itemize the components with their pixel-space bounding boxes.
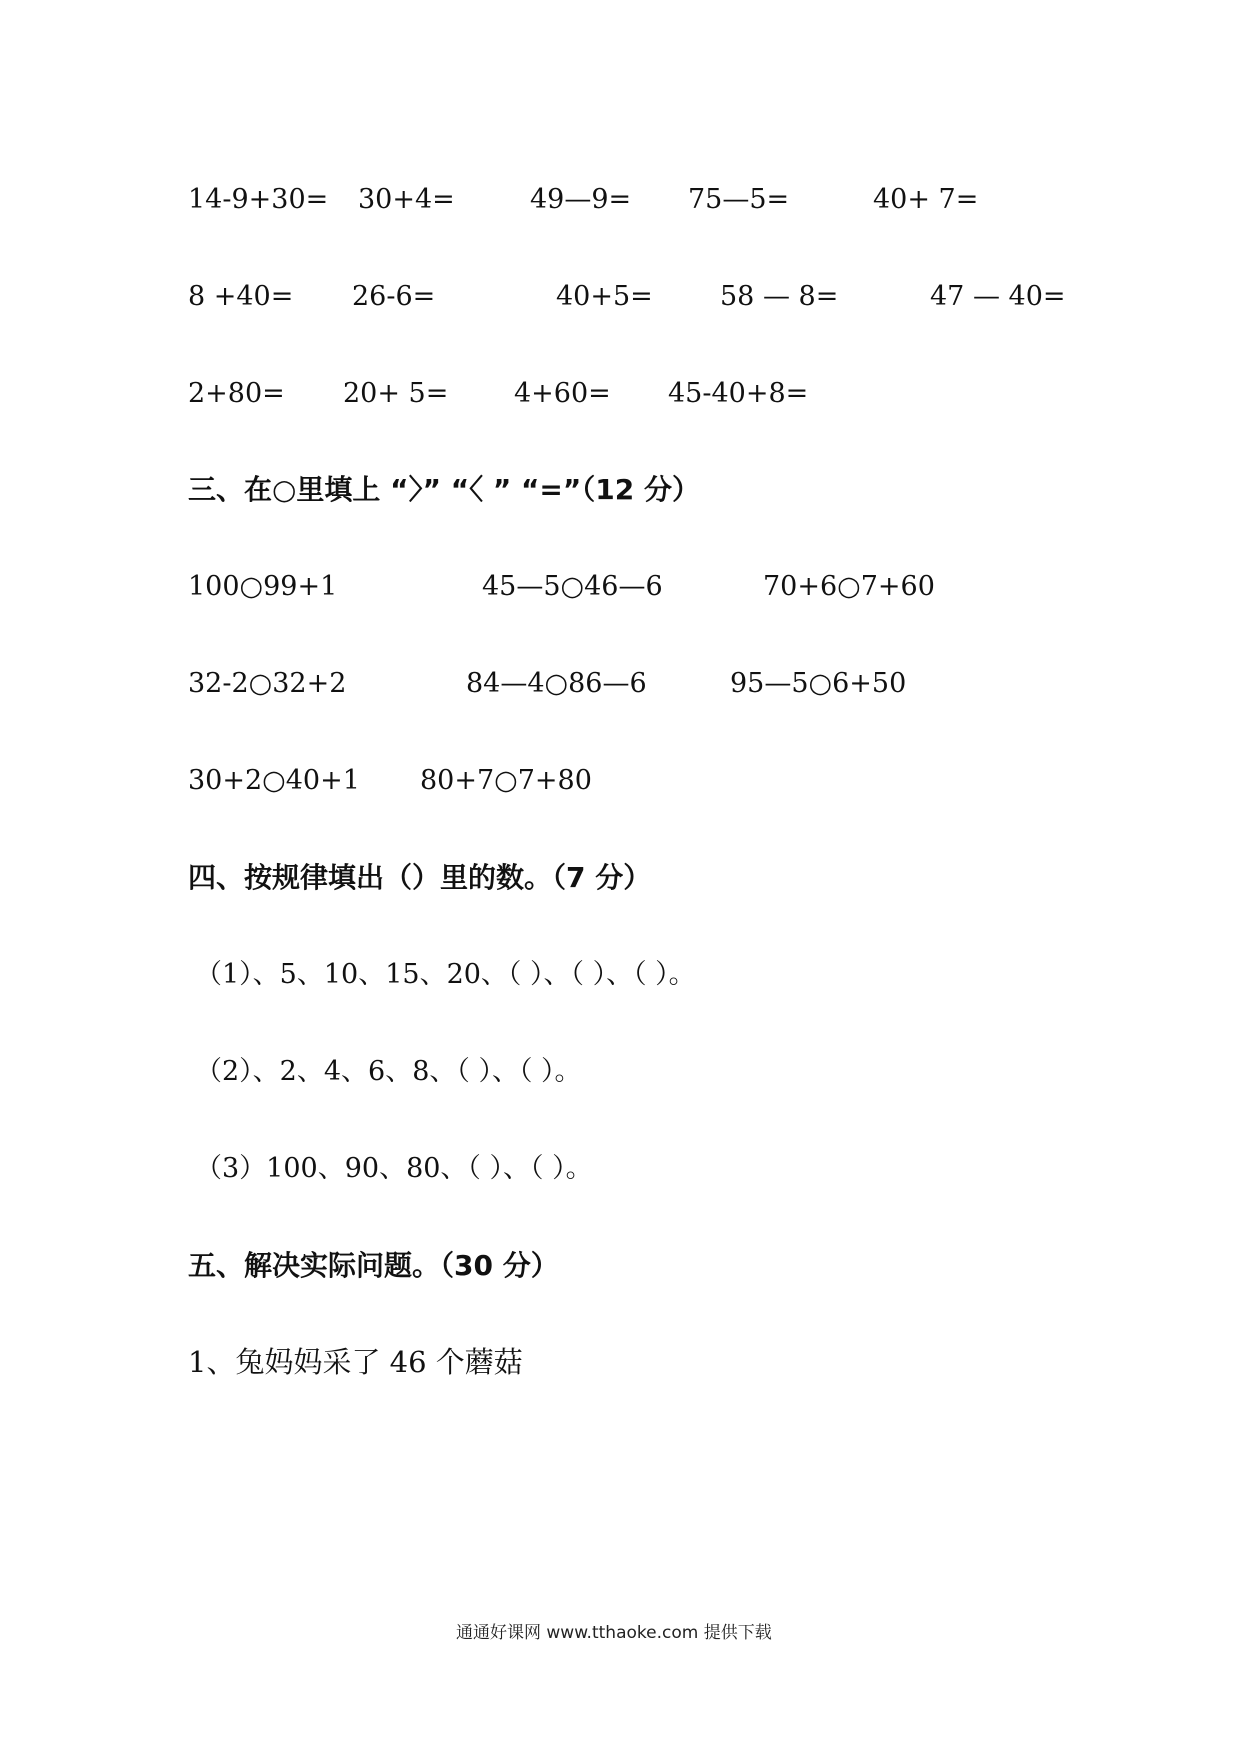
arithmetic-problem: 14-9+30= [188, 184, 329, 215]
arithmetic-problem: 40+ 7= [873, 184, 979, 215]
word-problem-1: 1、兔妈妈采了 46 个蘑菇 [188, 1345, 523, 1379]
comparison-problem: 84—4○86—6 [466, 668, 647, 699]
comparison-problem: 30+2○40+1 [188, 765, 360, 796]
arithmetic-problem: 75—5= [688, 184, 790, 215]
section-4-heading: 四、按规律填出（）里的数。（7 分） [188, 861, 652, 894]
arithmetic-problem: 45-40+8= [668, 378, 809, 409]
sequence-item-2: （2）、2、4、6、8、（ ）、（ ）。 [195, 1056, 582, 1087]
comparison-problem: 95—5○6+50 [730, 668, 907, 699]
sequence-item-3: （3）100、90、80、（ ）、（ ）。 [195, 1153, 593, 1184]
sequence-item-1: （1）、5、10、15、20、（ ）、（ ）、（ ）。 [195, 959, 696, 990]
arithmetic-problem: 2+80= [188, 378, 285, 409]
arithmetic-problem: 40+5= [556, 281, 653, 312]
section-5-heading: 五、解决实际问题。（30 分） [188, 1249, 559, 1282]
comparison-problem: 100○99+1 [188, 571, 338, 602]
arithmetic-problem: 4+60= [514, 378, 611, 409]
arithmetic-problem: 20+ 5= [343, 378, 449, 409]
page-footer: 通通好课网 www.tthaoke.com 提供下载 [456, 1623, 772, 1643]
arithmetic-problem: 58 — 8= [720, 281, 839, 312]
arithmetic-problem: 47 — 40= [930, 281, 1066, 312]
arithmetic-problem: 26-6= [352, 281, 436, 312]
comparison-problem: 32-2○32+2 [188, 668, 347, 699]
comparison-problem: 80+7○7+80 [420, 765, 592, 796]
arithmetic-problem: 49—9= [530, 184, 632, 215]
comparison-problem: 45—5○46—6 [482, 571, 663, 602]
arithmetic-problem: 8 +40= [188, 281, 294, 312]
section-3-heading: 三、在○里填上 “〉” “〈 ” “=”（12 分） [188, 473, 701, 506]
comparison-problem: 70+6○7+60 [763, 571, 935, 602]
arithmetic-problem: 30+4= [358, 184, 455, 215]
